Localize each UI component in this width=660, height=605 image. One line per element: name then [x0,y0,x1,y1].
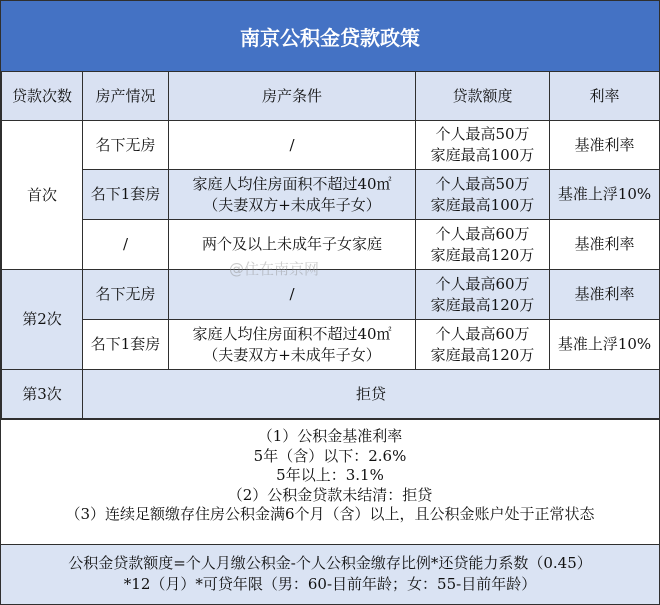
loan-quota [416,121,550,170]
note-line: （1）公积金基准利率 [257,427,403,445]
header-loan-times: 贷款次数 [2,72,83,121]
header-interest-rate: 利率 [550,72,660,121]
table-row [2,320,660,370]
quota-family: 家庭最高100万 [430,195,535,214]
page-title: 南京公积金贷款政策 [1,1,659,72]
quota-personal: 个人最高50万 [435,174,530,193]
header-property-status: 房产情况 [83,72,169,121]
table-row [2,270,660,320]
quota-personal: 个人最高60万 [435,224,530,243]
loan-times-third: 第3次 [2,370,83,419]
loan-times-first: 首次 [2,121,83,270]
policy-table [1,71,660,419]
interest-rate: 基准利率 [550,121,660,170]
property-status: 名下1套房 [83,320,169,370]
loan-result-refused: 拒贷 [83,370,660,419]
formula-line: *12（月）*可贷年限（男：60-目前年龄；女：55-目前年龄） [123,575,537,593]
watermark: @住在南京网 [229,260,320,278]
loan-quota [416,170,550,220]
interest-rate: 基准上浮10% [550,320,660,370]
quota-family: 家庭最高100万 [430,146,535,164]
interest-rate: 基准上浮10% [550,170,660,220]
quota-personal: 个人最高50万 [435,125,530,143]
quota-family: 家庭最高120万 [430,345,535,364]
policy-notes [1,419,659,544]
loan-quota [416,220,550,270]
formula-line: 公积金贷款额度=个人月缴公积金-个人公积金缴存比例*还贷能力系数（0.45） [68,554,592,572]
table-header-row [2,72,660,121]
interest-rate: 基准利率 [550,270,660,320]
quota-personal: 个人最高60万 [435,324,530,343]
condition-family: （夫妻双方+未成年子女） [203,345,381,364]
interest-rate: 基准利率 [550,220,660,270]
loan-times-second: 第2次 [2,270,83,370]
condition-area: 家庭人均住房面积不超过40㎡ [192,174,392,193]
quota-personal: 个人最高60万 [435,274,530,293]
property-condition: / [169,270,416,320]
note-line: （3）连续足额缴存住房公积金满6个月（含）以上，且公积金账户处于正常状态 [65,505,595,523]
property-condition [169,320,416,370]
note-line: （2）公积金贷款未结清：拒贷 [227,485,433,504]
table-row [2,370,660,419]
header-loan-quota: 贷款额度 [416,72,550,121]
property-status: 名下无房 [83,270,169,320]
table-row [2,121,660,170]
quota-family: 家庭最高120万 [430,245,535,264]
table-row [2,170,660,220]
condition-area: 家庭人均住房面积不超过40㎡ [192,324,392,343]
note-line: 5年以上：3.1% [276,466,384,484]
condition-family: （夫妻双方+未成年子女） [203,195,381,214]
loan-quota [416,270,550,320]
property-status: 名下无房 [83,121,169,170]
note-line: 5年（含）以下：2.6% [253,446,407,465]
property-condition: / [169,121,416,170]
header-property-condition: 房产条件 [169,72,416,121]
property-status: 名下1套房 [83,170,169,220]
table-row [2,220,660,270]
quota-family: 家庭最高120万 [430,295,535,314]
property-condition: 两个及以上未成年子女家庭 [169,220,416,270]
loan-quota [416,320,550,370]
property-status: / [83,220,169,270]
quota-formula [1,544,659,604]
property-condition [169,170,416,220]
